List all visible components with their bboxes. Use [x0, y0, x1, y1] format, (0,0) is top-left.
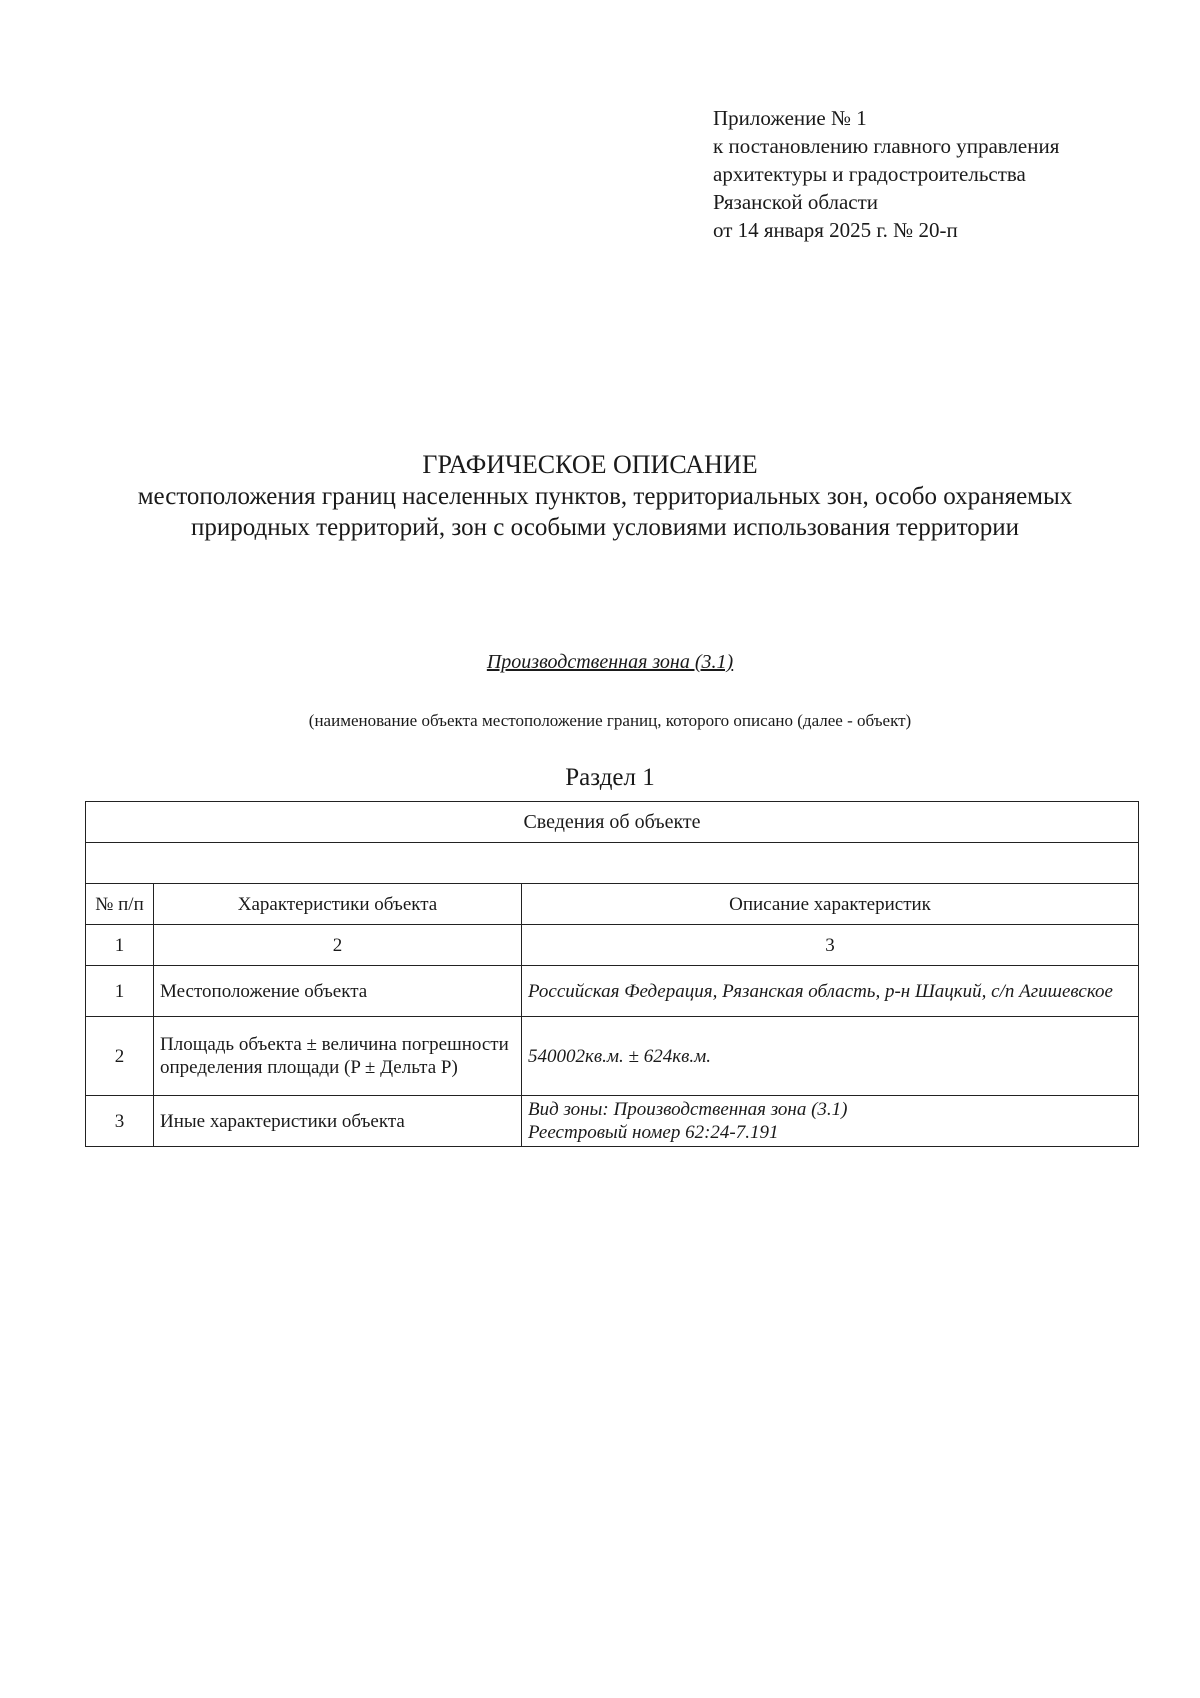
row-number: 2: [86, 1017, 154, 1096]
row-value: [522, 1096, 1139, 1147]
table-empty-row: [86, 843, 1139, 884]
table-row: [86, 1017, 1139, 1096]
table-row: [86, 1096, 1139, 1147]
header-cell-num: № п/п: [86, 884, 154, 925]
row-value: [522, 1017, 1139, 1096]
object-name: Производственная зона (3.1): [486, 651, 734, 673]
row-value-line: Вид зоны: Производственная зона (3.1): [528, 1099, 848, 1120]
column-number: 1: [86, 925, 154, 966]
table-caption: Сведения об объекте: [86, 802, 1139, 843]
appendix-line: Приложение № 1: [713, 106, 867, 130]
document-subtitle: местоположения границ населенных пунктов, территориальных зон, особо охраняемых природных территорий, зон с особыми условиями использования территории: [137, 483, 1073, 541]
row-characteristic: Площадь объекта ± величина погрешности определения площади (P ± Дельта P): [154, 1017, 522, 1096]
table-header-row: [86, 884, 1139, 925]
header-cell-name: Характеристики объекта: [154, 884, 522, 925]
empty-cell: [86, 843, 1139, 884]
header-cell-description: Описание характеристик: [522, 884, 1139, 925]
appendix-line: к постановлению главного управления: [713, 134, 1060, 158]
table-column-numbers-row: [86, 925, 1139, 966]
row-value: [522, 966, 1139, 1017]
object-caption: (наименование объекта местоположение границ, которого описано (далее - объект): [308, 711, 912, 730]
row-value-line: 540002кв.м. ± 624кв.м.: [528, 1045, 711, 1067]
table-caption-row: [86, 802, 1139, 843]
row-number: 3: [86, 1096, 154, 1147]
row-value-line: Российская Федерация, Рязанская область, р-н Шацкий, с/п Агишевское: [528, 980, 1113, 1002]
appendix-block: [713, 104, 1059, 244]
document-title: ГРАФИЧЕСКОЕ ОПИСАНИЕ: [422, 450, 758, 479]
table-row: [86, 966, 1139, 1017]
object-info-table: [85, 801, 1139, 1147]
appendix-line: от 14 января 2025 г. № 20-п: [713, 218, 958, 242]
row-value-line: Реестровый номер 62:24-7.191: [528, 1122, 779, 1143]
column-number: 2: [154, 925, 522, 966]
row-characteristic: Иные характеристики объекта: [154, 1096, 522, 1147]
section-title: Раздел 1: [565, 764, 655, 791]
column-number: 3: [522, 925, 1139, 966]
row-number: 1: [86, 966, 154, 1017]
appendix-line: Рязанской области: [713, 190, 879, 214]
row-characteristic: Местоположение объекта: [154, 966, 522, 1017]
appendix-line: архитектуры и градостроительства: [713, 162, 1026, 186]
